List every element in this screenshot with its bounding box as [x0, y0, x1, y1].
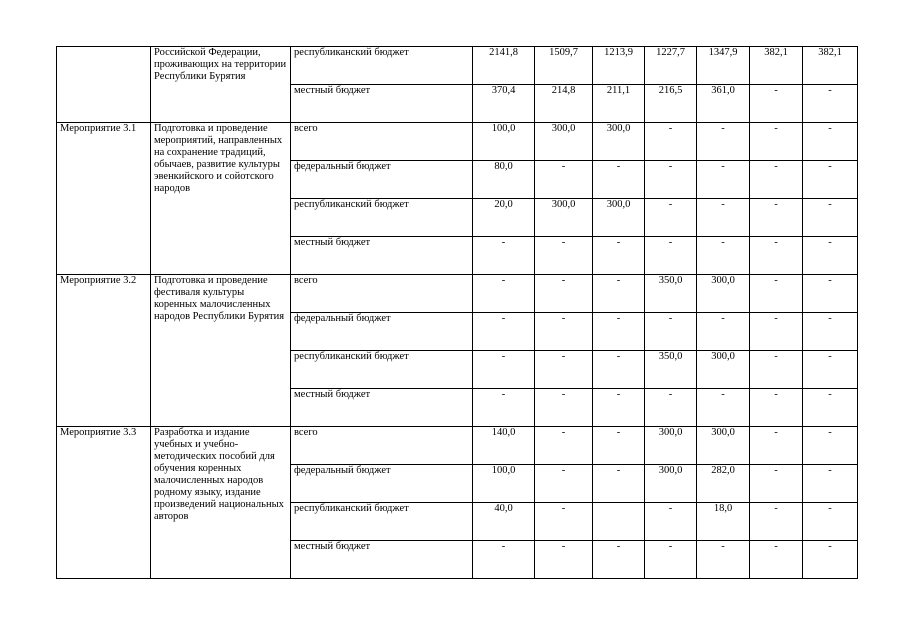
source-cell: республиканский бюджет [291, 199, 473, 237]
value-cell: 100,0 [473, 465, 535, 503]
value-cell: - [697, 199, 750, 237]
value-cell: - [697, 313, 750, 351]
value-cell: - [645, 123, 697, 161]
value-cell: - [803, 123, 858, 161]
value-cell: - [593, 427, 645, 465]
value-cell: - [750, 199, 803, 237]
value-cell: 382,1 [803, 47, 858, 85]
value-cell: - [803, 85, 858, 123]
source-cell: федеральный бюджет [291, 313, 473, 351]
value-cell: - [593, 465, 645, 503]
value-cell: - [535, 389, 593, 427]
value-cell: - [473, 541, 535, 579]
value-cell: - [750, 275, 803, 313]
value-cell: - [473, 275, 535, 313]
event-name-cell: Подготовка и проведение мероприятий, направленных на сохранение традиций, обычаев, развитие культуры эвенкийского и сойотского народов [151, 123, 291, 275]
value-cell: - [803, 275, 858, 313]
value-cell: - [750, 237, 803, 275]
value-cell: 140,0 [473, 427, 535, 465]
value-cell: 300,0 [535, 123, 593, 161]
value-cell: - [645, 389, 697, 427]
value-cell: 1347,9 [697, 47, 750, 85]
value-cell: - [750, 161, 803, 199]
value-cell: - [535, 427, 593, 465]
value-cell: 282,0 [697, 465, 750, 503]
value-cell: 100,0 [473, 123, 535, 161]
value-cell: - [473, 389, 535, 427]
source-cell: местный бюджет [291, 541, 473, 579]
value-cell: - [750, 85, 803, 123]
value-cell: 382,1 [750, 47, 803, 85]
value-cell: 300,0 [593, 199, 645, 237]
source-cell: всего [291, 427, 473, 465]
value-cell: - [750, 427, 803, 465]
value-cell: - [535, 237, 593, 275]
value-cell: - [803, 389, 858, 427]
value-cell: - [697, 123, 750, 161]
value-cell: - [535, 161, 593, 199]
value-cell: 370,4 [473, 85, 535, 123]
value-cell: - [593, 237, 645, 275]
value-cell: - [645, 313, 697, 351]
event-cell: Мероприятие 3.1 [57, 123, 151, 275]
value-cell: 300,0 [697, 427, 750, 465]
value-cell: - [750, 123, 803, 161]
value-cell: - [535, 503, 593, 541]
value-cell: - [803, 313, 858, 351]
value-cell: 2141,8 [473, 47, 535, 85]
value-cell: 1509,7 [535, 47, 593, 85]
budget-table [56, 46, 858, 579]
value-cell: - [803, 541, 858, 579]
value-cell: - [593, 541, 645, 579]
value-cell: - [803, 427, 858, 465]
value-cell: - [750, 389, 803, 427]
value-cell: - [535, 275, 593, 313]
value-cell: - [535, 351, 593, 389]
event-name-cell: Подготовка и проведение фестиваля культуры коренных малочисленных народов Республики Бурятия [151, 275, 291, 427]
value-cell: - [645, 161, 697, 199]
value-cell: - [697, 541, 750, 579]
table-row [57, 275, 858, 313]
event-name-cell: Российской Федерации, проживающих на территории Республики Бурятия [151, 47, 291, 123]
value-cell: - [593, 161, 645, 199]
value-cell: 350,0 [645, 351, 697, 389]
value-cell: - [803, 199, 858, 237]
value-cell: - [645, 503, 697, 541]
value-cell: - [535, 465, 593, 503]
value-cell: - [750, 503, 803, 541]
source-cell: местный бюджет [291, 237, 473, 275]
value-cell: 350,0 [645, 275, 697, 313]
value-cell: - [535, 313, 593, 351]
value-cell: - [697, 389, 750, 427]
source-cell: федеральный бюджет [291, 161, 473, 199]
value-cell: 300,0 [593, 123, 645, 161]
value-cell: - [593, 313, 645, 351]
value-cell: 214,8 [535, 85, 593, 123]
value-cell: - [803, 161, 858, 199]
value-cell: 216,5 [645, 85, 697, 123]
value-cell: - [645, 237, 697, 275]
value-cell: - [593, 389, 645, 427]
event-cell: Мероприятие 3.3 [57, 427, 151, 579]
source-cell: федеральный бюджет [291, 465, 473, 503]
event-cell [57, 47, 151, 123]
value-cell: - [750, 465, 803, 503]
value-cell: - [697, 237, 750, 275]
source-cell: всего [291, 275, 473, 313]
value-cell: 300,0 [645, 465, 697, 503]
source-cell: республиканский бюджет [291, 503, 473, 541]
value-cell: 18,0 [697, 503, 750, 541]
value-cell: 300,0 [697, 275, 750, 313]
value-cell: 211,1 [593, 85, 645, 123]
value-cell: 20,0 [473, 199, 535, 237]
table-row [57, 427, 858, 465]
value-cell: - [803, 237, 858, 275]
value-cell: - [535, 541, 593, 579]
value-cell: - [750, 351, 803, 389]
value-cell: - [803, 503, 858, 541]
value-cell: 40,0 [473, 503, 535, 541]
value-cell: - [593, 275, 645, 313]
source-cell: всего [291, 123, 473, 161]
value-cell: - [593, 351, 645, 389]
value-cell: 300,0 [697, 351, 750, 389]
event-name-cell: Разработка и издание учебных и учебно-методических пособий для обучения коренных малочисленных народов родному языку, издание произведений национальных авторов [151, 427, 291, 579]
source-cell: республиканский бюджет [291, 351, 473, 389]
value-cell: - [750, 541, 803, 579]
source-cell: республиканский бюджет [291, 47, 473, 85]
value-cell: - [645, 541, 697, 579]
value-cell: 1213,9 [593, 47, 645, 85]
table-row [57, 47, 858, 85]
value-cell: 300,0 [645, 427, 697, 465]
source-cell: местный бюджет [291, 389, 473, 427]
table-row [57, 123, 858, 161]
value-cell: - [697, 161, 750, 199]
value-cell: - [645, 199, 697, 237]
value-cell: 300,0 [535, 199, 593, 237]
value-cell: - [803, 351, 858, 389]
value-cell: 1227,7 [645, 47, 697, 85]
value-cell: - [803, 465, 858, 503]
event-cell: Мероприятие 3.2 [57, 275, 151, 427]
value-cell: - [473, 237, 535, 275]
value-cell: - [473, 351, 535, 389]
value-cell [593, 503, 645, 541]
value-cell: - [750, 313, 803, 351]
value-cell: 361,0 [697, 85, 750, 123]
value-cell: 80,0 [473, 161, 535, 199]
value-cell: - [473, 313, 535, 351]
source-cell: местный бюджет [291, 85, 473, 123]
